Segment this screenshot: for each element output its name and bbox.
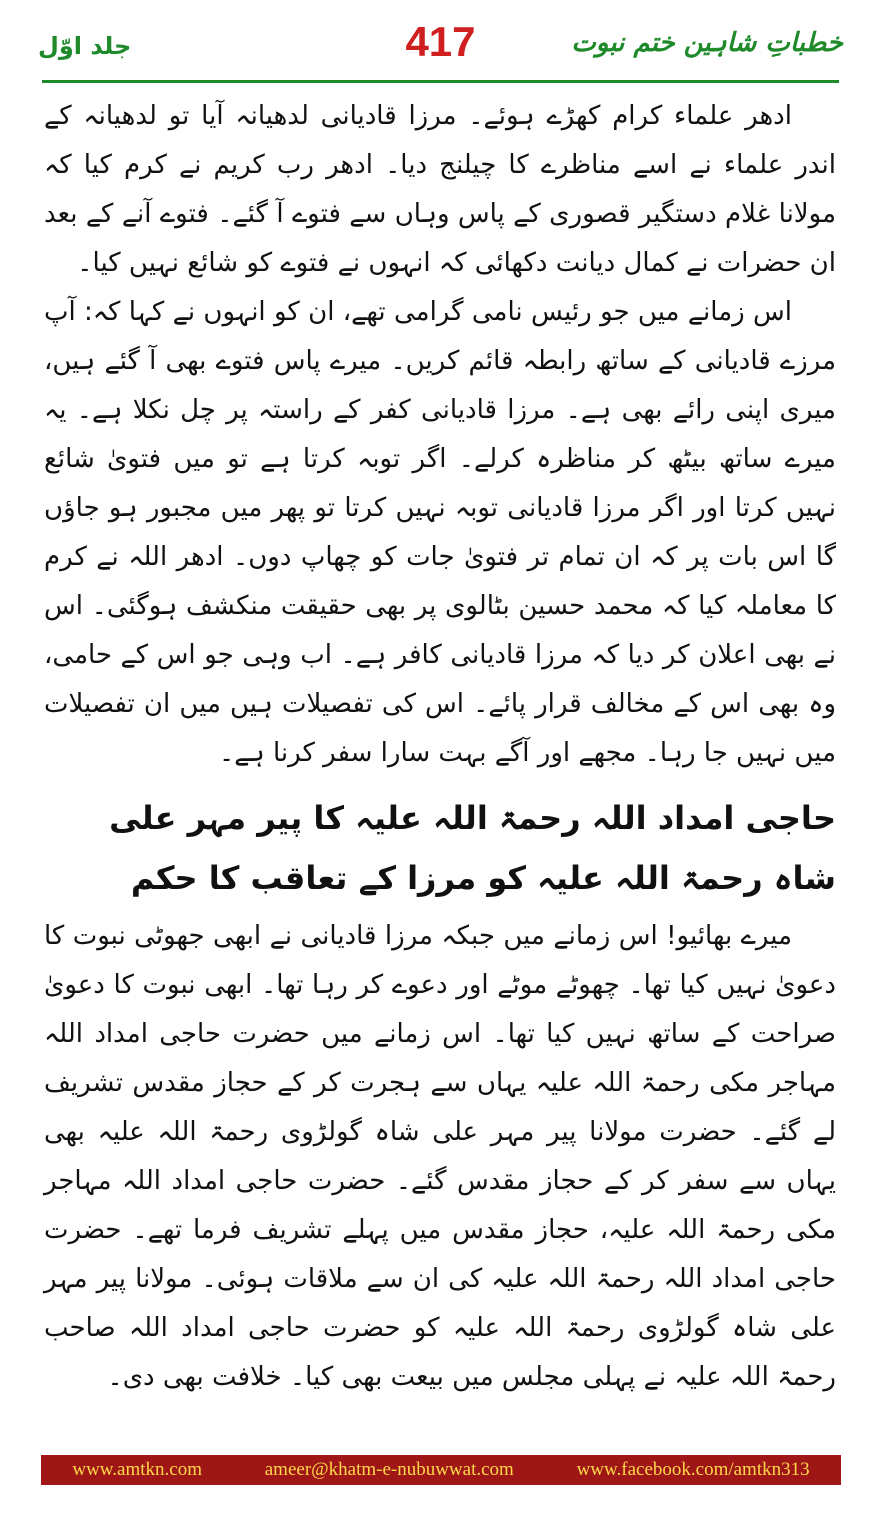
paragraph: اس زمانے میں جو رئیس نامی گرامی تھے، ان کو انہوں نے کہا کہ: آپ مرزے قادیانی کے ساتھ رابطہ قائم کریں۔ میرے پاس فتوے بھی آ گئے ہیں، میری اپنی رائے بھی ہے۔ مرزا قادیانی کفر کے راستہ پر چل نکلا ہے۔ یہ میرے ساتھ بیٹھ کر مناظرہ کرلے۔ اگر توبہ کرتا ہے تو میں فتویٰ شائع نہیں کرتا اور اگر مرزا قادیانی توبہ نہیں کرتا تو پھر میں مجبور ہو جاؤں گا اس بات پر کہ ان تمام تر فتویٰ جات کو چھاپ دوں۔ ادھر اللہ نے کرم کا معاملہ کیا کہ محمد حسین بٹالوی پر بھی حقیقت منکشف ہوگئی۔ اس نے بھی اعلان کر دیا کہ مرزا قادیانی کافر ہے۔ اب وہی جو اس کے حامی، وہ بھی اس کے مخالف قرار پائے۔ اس کی تفصیلات ہیں میں ان تفصیلات میں نہیں جا رہا۔ مجھے اور آگے بہت سارا سفر کرنا ہے۔ <box>44 297 836 768</box>
footer-website-link[interactable]: www.amtkn.com <box>72 1459 202 1480</box>
section-heading: حاجی امداد اللہ رحمۃ اللہ علیہ کا پیر مہر علی شاہ رحمۃ اللہ علیہ کو مرزا کے تعاقب کا حکم <box>109 799 836 897</box>
page-number: 417 <box>405 18 476 65</box>
paragraph: ادھر علماء کرام کھڑے ہوئے۔ مرزا قادیانی لدھیانہ آیا تو لدھیانہ کے اندر علماء نے اسے مناظرے کا چیلنج دیا۔ ادھر رب کریم نے کرم کیا کہ مولانا غلام دستگیر قصوری کے پاس وہاں سے فتوے آ گئے۔ فتوے آنے کے بعد ان حضرات نے کمال دیانت دکھائی کہ انہوں نے فتوے کو شائع نہیں کیا۔ <box>44 101 836 278</box>
footer-facebook-link[interactable]: www.facebook.com/amtkn313 <box>576 1459 810 1480</box>
paragraph: میرے بھائیو! اس زمانے میں جبکہ مرزا قادیانی نے ابھی جھوٹی نبوت کا دعویٰ نہیں کیا تھا۔ چھوٹے موٹے اور دعوے کر رہا تھا۔ ابھی نبوت کا دعویٰ صراحت کے ساتھ نہیں کیا تھا۔ اس زمانے میں حضرت حاجی امداد اللہ مہاجر مکی رحمۃ اللہ علیہ یہاں سے ہجرت کر کے حجاز مقدس تشریف لے گئے۔ حضرت مولانا پیر مہر علی شاہ گولڑوی رحمۃ اللہ علیہ بھی یہاں سے سفر کر کے حجاز مقدس گئے۔ حضرت حاجی امداد اللہ مہاجر مکی رحمۃ اللہ علیہ، حجاز مقدس میں پہلے تشریف فرما تھے۔ حضرت حاجی امداد اللہ رحمۃ اللہ علیہ کی ان سے ملاقات ہوئی۔ مولانا پیر مہر علی شاہ گولڑوی رحمۃ اللہ علیہ کو حضرت حاجی امداد اللہ صاحب رحمۃ اللہ علیہ نے پہلی مجلس میں بیعت بھی کیا۔ خلافت بھی دی۔ <box>44 921 836 1392</box>
page-content <box>44 92 836 1402</box>
footer-email-link[interactable]: ameer@khatm-e-nubuwwat.com <box>264 1459 514 1480</box>
volume-label: جلد اوّل <box>38 32 132 60</box>
header-divider <box>42 80 839 83</box>
footer-bar <box>41 1455 841 1485</box>
page-header <box>30 14 851 76</box>
book-title: خطباتِ شاہین ختم نبوت <box>571 28 843 58</box>
